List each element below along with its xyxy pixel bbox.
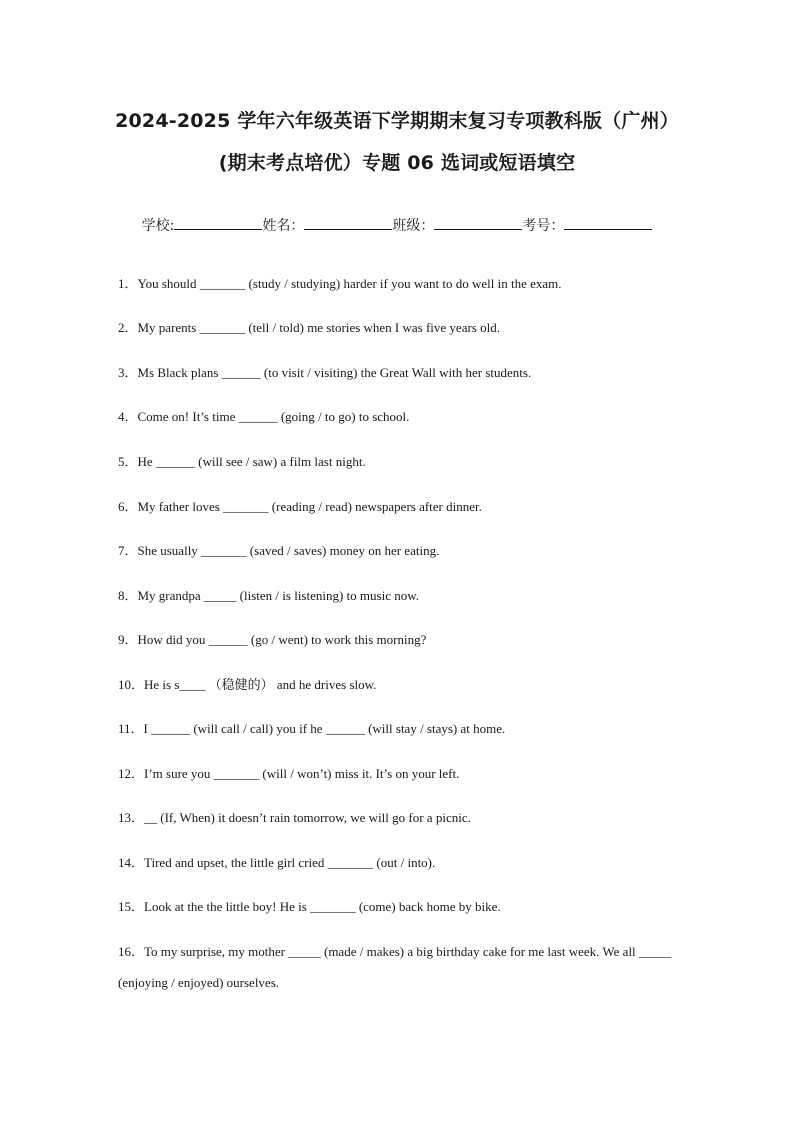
question-13: 13．__ (If, When) it doesn’t rain tomorrow, we will go for a picnic. (118, 810, 471, 825)
name-label: 姓名： (262, 218, 305, 234)
question-3: 3．Ms Black plans ______ (to visit / visiting) the Great Wall with her students. (118, 365, 532, 380)
question-7: 7．She usually _______ (saved / saves) money on her eating. (118, 543, 440, 558)
question-12: 12．I’m sure you _______ (will / won’t) miss it. It’s on your left. (118, 766, 460, 781)
question-14: 14．Tired and upset, the little girl cried _______ (out / into). (118, 855, 436, 870)
document-title-line-1: 2024-2025 学年六年级英语下学期期末复习专项教科版（广州） (115, 110, 679, 132)
question-4: 4．Come on! It’s time ______ (going / to go) to school. (118, 409, 410, 424)
question-9: 9．How did you ______ (go / went) to work this morning? (118, 632, 427, 647)
name-blank[interactable] (304, 214, 392, 230)
class-label: 班级： (392, 218, 435, 234)
question-5: 5．He ______ (will see / saw) a film last night. (118, 454, 366, 469)
class-blank[interactable] (434, 214, 522, 230)
question-10: 10．He is s____ （稳健的） and he drives slow. (118, 677, 377, 692)
question-16: 16．To my surprise, my mother _____ (made / makes) a big birthday cake for me last week. We all _____ (enjoying / enjoyed) ourselves. (118, 944, 672, 990)
school-blank[interactable] (174, 214, 262, 230)
question-11: 11．I ______ (will call / call) you if he ______ (will stay / stays) at home. (118, 721, 506, 736)
exam-number-blank[interactable] (564, 214, 652, 230)
question-2: 2．My parents _______ (tell / told) me stories when I was five years old. (118, 320, 500, 335)
document-title-line-2: (期末考点培优）专题 06 选词或短语填空 (218, 152, 576, 174)
student-info-line (0, 214, 794, 235)
school-label: 学校: (141, 218, 175, 234)
question-15: 15．Look at the the little boy! He is _______ (come) back home by bike. (118, 899, 501, 914)
question-1: 1．You should _______ (study / studying) harder if you want to do well in the exam. (118, 276, 562, 291)
exam-number-label: 考号： (522, 218, 565, 234)
question-6: 6．My father loves _______ (reading / read) newspapers after dinner. (118, 499, 482, 514)
question-8: 8．My grandpa _____ (listen / is listening) to music now. (118, 588, 420, 603)
